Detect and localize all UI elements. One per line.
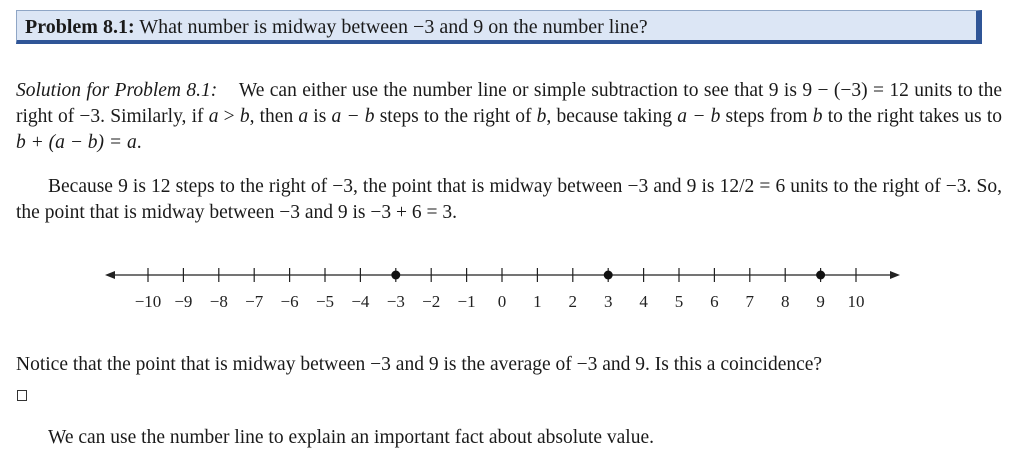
tick-label: 2 [568, 292, 578, 311]
tick-label: 3 [603, 292, 613, 311]
math-var: a [298, 106, 309, 127]
text-run: to the right takes us to [822, 106, 1002, 127]
problem-label: Problem 8.1: [25, 16, 135, 38]
problem-question: What number is midway between −3 and 9 on the number line? [139, 16, 648, 38]
text-run: > [218, 106, 240, 127]
tick-label: 4 [639, 292, 648, 311]
text-run: is [308, 106, 332, 127]
tick-label: −8 [209, 292, 228, 311]
number-line-point [816, 271, 825, 280]
tick-label: 9 [816, 292, 825, 311]
tick-label: 6 [710, 292, 719, 311]
number-line [100, 262, 920, 312]
text-run: steps to the right of [374, 106, 537, 127]
math-var: a − b [677, 106, 721, 127]
tick-label: −10 [134, 292, 162, 311]
end-of-proof-box [17, 390, 27, 401]
tick-label: 5 [674, 292, 684, 311]
text-run: We can either use the number line or simple subtraction to see that 9 is 9 − (−3) = 12 units to the right of −3. Similarly, if [16, 80, 1003, 127]
math-var: b [812, 106, 823, 127]
text-run: steps from [720, 106, 813, 127]
number-line-point [391, 271, 400, 280]
tick-label: −7 [245, 292, 264, 311]
left-arrow-icon [105, 271, 115, 279]
math-var: b + (a − b) = a [16, 132, 137, 153]
solution-paragraph-1 [16, 78, 1002, 156]
followup-paragraph: We can use the number line to explain an important fact about absolute value. [48, 427, 654, 448]
math-var: b [536, 106, 547, 127]
text-run: , because taking [546, 106, 678, 127]
solution-paragraph-2: Because 9 is 12 steps to the right of −3, the point that is midway between −3 and 9 is 12/2 = 6 units to the right of −3. So, the point that is midway between −3 and 9 is −3 + 6 = 3. [16, 176, 1002, 223]
math-var: a − b [331, 106, 375, 127]
tick-label: −3 [386, 292, 405, 311]
tick-label: 8 [780, 292, 790, 311]
solution-paragraph-3: Notice that the point that is midway between −3 and 9 is the average of −3 and 9. Is this a coincidence? [16, 354, 823, 375]
tick-label: −6 [280, 292, 299, 311]
text-run: . [136, 132, 142, 153]
math-var: a [208, 106, 219, 127]
tick-label: −2 [422, 292, 441, 311]
tick-label: −1 [457, 292, 476, 311]
number-line-graphic [100, 262, 920, 312]
problem-box [16, 10, 982, 44]
math-var: b [239, 106, 250, 127]
tick-label: −9 [174, 292, 193, 311]
tick-label: 0 [497, 292, 507, 311]
tick-label: 1 [533, 292, 542, 311]
problem-statement [25, 16, 648, 39]
text-run: , then [249, 106, 299, 127]
tick-label: 7 [745, 292, 755, 311]
right-arrow-icon [890, 271, 900, 279]
number-line-point [604, 271, 613, 280]
tick-label: −5 [315, 292, 335, 311]
solution-label: Solution for Problem 8.1: [16, 80, 218, 101]
tick-label: 10 [847, 292, 865, 311]
tick-label: −4 [351, 292, 370, 311]
